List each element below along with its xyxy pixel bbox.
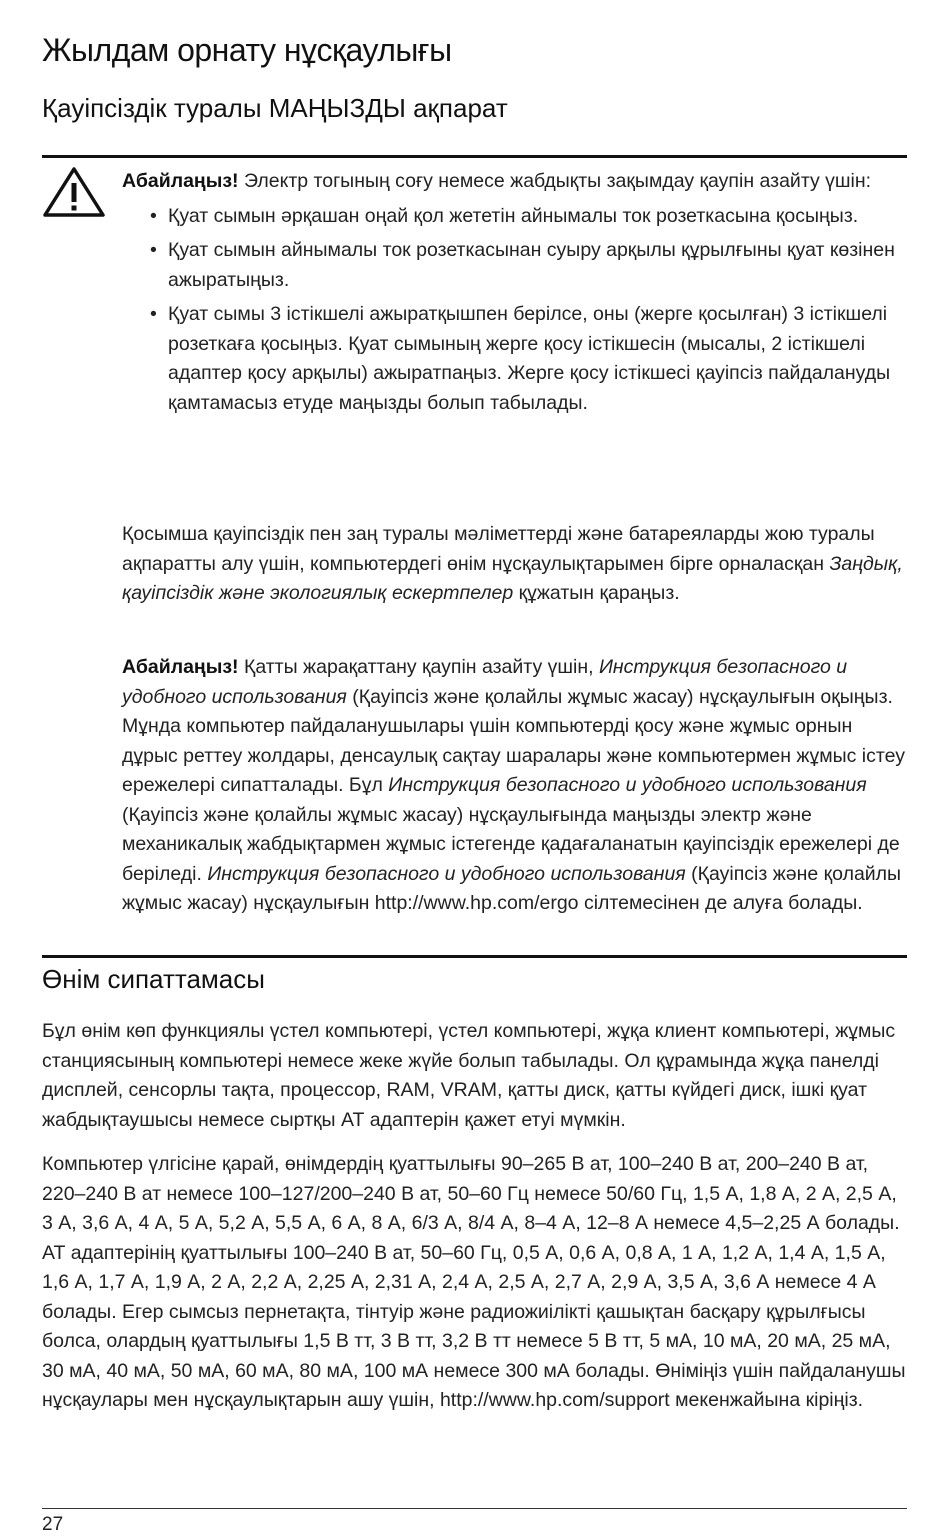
footer-divider — [42, 1508, 907, 1509]
product-paragraph-2: Компьютер үлгісіне қарай, өнімдердің қуаттылығы 90–265 В ат, 100–240 В ат, 200–240 В ат, 220–240 В ат немесе 100–127/200–240 В ат, 50–60 Гц немесе 50/60 Гц, 1,5 А, 1,8 А, 2 А, 2,5 А, 3 А, 3,6 А, 4 А, 5 А, 5,2 А, 5,5 А, 6 А, 8 А, 6/3 А, 8/4 А, 8–4 А, 12–8 А немесе 4,5–2,25 А болады. АТ адаптерінің қуаттылығы 100–240 В ат, 50–60 Гц, 0,5 А, 0,6 А, 0,8 А, 1 А, 1,2 А, 1,4 А, 1,5 А, 1,6 А, 1,7 А, 1,9 А, 2 А, 2,2 А, 2,25 А, 2,31 А, 2,4 А, 2,5 А, 2,7 А, 2,9 А, 3,5 А, 3,6 А немесе 4 А болады. Егер сымсыз пернетақта, тінтуір және радиожиілікті қашықтан басқару құрылғысы болса, олардың қуаттылығы 1,5 В тт, 3 В тт, 3,2 В тт немесе 5 В тт, 5 мА, 10 мА, 20 мА, 25 мА, 30 мА, 40 мА, 50 мА, 60 мА, 80 мА, 100 мА немесе 300 мА болады. Өніміңіз үшін пайдаланушы нұсқаулары мен нұсқаулықтарын ашу үшін, http://www.hp.com/support мекенжайына кіріңіз. — [42, 1153, 906, 1411]
legal-note-paragraph: Қосымша қауіпсіздік пен заң туралы мәліметтерді және батареяларды жою туралы ақпаратты алу үшін, компьютердегі өнім нұсқаулықтарымен бірге орналасқан Заңдық, қауіпсіздік және экологиялық ескертпелер құжатын қараңыз. — [122, 523, 903, 604]
warning-electric-text: Электр тогының соғу немесе жабдықты зақымдау қаупін азайту үшін: — [238, 170, 872, 192]
safety-guide-title: Инструкция безопасного и удобного использования — [388, 774, 867, 796]
warning-label: Абайлаңыз! — [122, 656, 239, 678]
warning-injury-block — [122, 653, 912, 919]
legal-note-block — [122, 520, 912, 609]
product-description — [42, 1017, 912, 1135]
section-divider-top — [42, 155, 907, 158]
warning-electric-block — [122, 167, 912, 423]
section-divider-middle — [42, 955, 907, 958]
product-ratings — [42, 1150, 912, 1416]
warning-triangle-icon — [42, 166, 106, 218]
product-heading: Өнім сипаттамасы — [42, 964, 265, 994]
list-item: • Қуат сымын әрқашан оңай қол жететін айнымалы ток розеткасына қосыңыз. — [150, 204, 859, 227]
warning-injury-paragraph: Абайлаңыз! Қатты жарақаттану қаупін азайту үшін, Инструкция безопасного и удобного использования (Қауіпсіз және қолайлы жұмыс жасау) нұсқаулығын оқыңыз. Мұнда компьютер пайдаланушылары үшін компьютерді қосу және жұмыс орнын дұрыс реттеу жолдары, денсаулық сақтау шаралары және компьютермен жұмыс істеу ережелері сипатталады. Бұл Инструкция безопасного и удобного использования (Қауіпсіз және қолайлы жұмыс жасау) нұсқаулығында маңызды электр және механикалық жабдықтармен жұмыс істегенде қадағаланатын қауіпсіздік ережелері де беріледі. Инструкция безопасного и удобного использования (Қауіпсіз және қолайлы жұмыс жасау) нұсқаулығын http://www.hp.com/ergo сілтемесінен де алуға болады. — [122, 656, 905, 914]
warning-bullet-list — [122, 202, 912, 419]
list-item: • Қуат сымын айнымалы ток розеткасынан суыру арқылы құрылғыны қуат көзінен ажыратыңыз. — [150, 239, 895, 291]
document-title: Жылдам орнату нұсқаулығы — [42, 32, 452, 68]
warning-electric-intro — [122, 167, 912, 197]
warning-label: Абайлаңыз! — [122, 170, 239, 192]
safety-guide-title: Инструкция безопасного и удобного использования — [122, 656, 848, 708]
safety-heading: Қауіпсіздік туралы МАҢЫЗДЫ ақпарат — [42, 93, 508, 123]
safety-guide-title: Инструкция безопасного и удобного использования — [207, 862, 686, 885]
product-paragraph-1: Бұл өнім көп функциялы үстел компьютері, үстел компьютері, жұқа клиент компьютері, жұмыс станциясының компьютері немесе жеке жүйе болып табылады. Ол құрамында жұқа панелді дисплей, сенсорлы тақта, процессор, RAM, VRAM, қатты диск, қатты күйдегі диск, ішкі қуат жабдықтаушысы немесе сыртқы АТ адаптерін қажет етуі мүмкін. — [42, 1020, 896, 1131]
list-item: • Қуат сымы 3 істікшелі ажыратқышпен берілсе, оны (жерге қосылған) 3 істікшелі розеткаға қосыңыз. Қуат сымының жерге қосу істікшесін (мысалы, 2 істікшелі адаптер қосу арқылы) ажыратпаңыз. Жерге қосу істікшесі қауіпсіз пайдалануды қамтамасыз етуде маңызды болып табылады. — [150, 303, 891, 414]
page-number: 27 — [42, 1514, 64, 1535]
legal-doc-title: Заңдық, қауіпсіздік және экологиялық ескертпелер — [122, 552, 903, 604]
